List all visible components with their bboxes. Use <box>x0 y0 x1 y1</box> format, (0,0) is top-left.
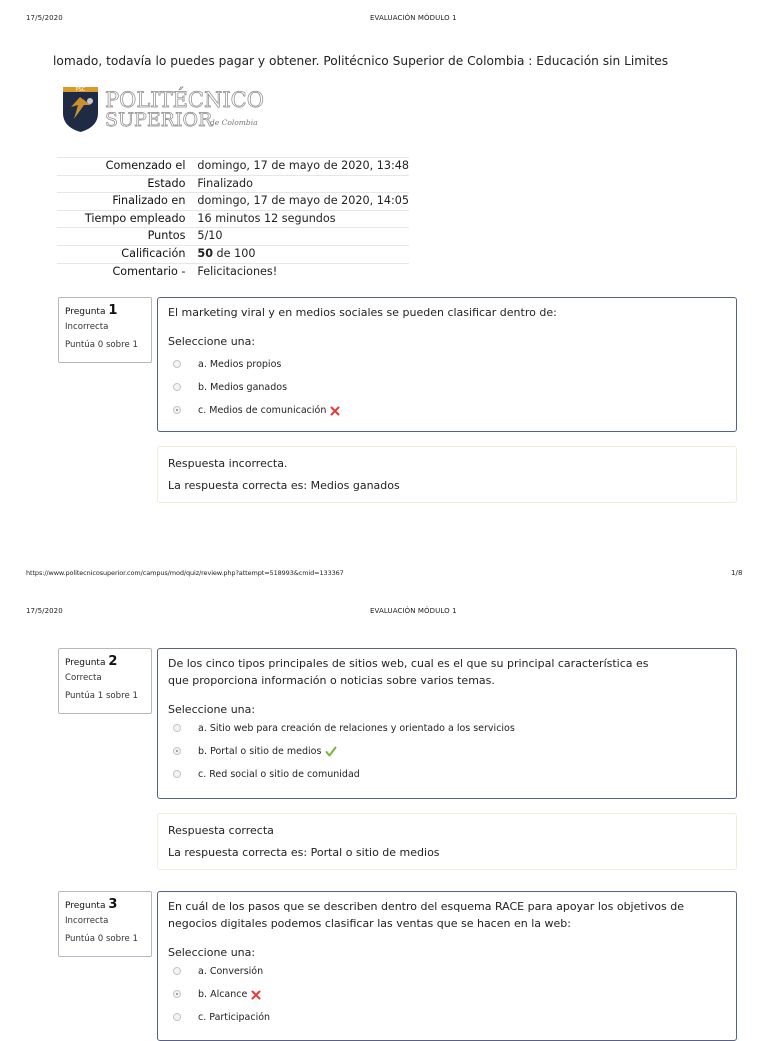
radio-button-selected[interactable] <box>173 406 181 414</box>
radio-button-selected[interactable] <box>173 747 181 755</box>
summary-value: Finalizado <box>190 175 409 193</box>
option-label: a. Medios propios <box>198 359 282 370</box>
question-text: De los cinco tipos principales de sitios web, cual es el que su principal característica es que proporciona información o noticias sobre varios temas. <box>168 657 649 687</box>
question-mark: Puntúa 1 sobre 1 <box>65 691 138 701</box>
question-info-1 <box>58 297 152 363</box>
question-prefix: Pregunta <box>65 658 106 668</box>
option-label: a. Conversión <box>198 966 264 977</box>
radio-button[interactable] <box>173 967 181 975</box>
question-prefix: Pregunta <box>65 901 106 911</box>
summary-label: Comentario - <box>57 263 190 280</box>
intro-text: lomado, todavía lo puedes pagar y obtener. Politécnico Superior de Colombia : Educación sin Limites <box>53 54 669 68</box>
feedback-box-1 <box>157 446 737 503</box>
summary-value: 16 minutos 12 segundos <box>190 210 409 228</box>
question-state: Incorrecta <box>65 916 109 926</box>
question-box-2 <box>157 648 737 799</box>
politecnico-logo <box>60 83 270 133</box>
summary-label: Comenzado el <box>57 158 190 176</box>
question-info-3 <box>58 891 152 957</box>
select-label: Seleccione una: <box>168 946 256 959</box>
option-label: b. Portal o sitio de medios <box>198 746 322 757</box>
answer-option[interactable] <box>168 399 736 422</box>
feedback-text: Respuesta correcta <box>168 824 274 837</box>
summary-value: domingo, 17 de mayo de 2020, 14:05 <box>190 193 409 211</box>
incorrect-cross-icon <box>330 406 340 416</box>
question-number: 2 <box>108 654 118 669</box>
summary-label: Finalizado en <box>57 193 190 211</box>
summary-value: domingo, 17 de mayo de 2020, 13:48 <box>190 158 409 176</box>
grade-total: de 100 <box>213 246 256 260</box>
summary-row <box>57 228 409 246</box>
question-number: 1 <box>108 303 118 318</box>
summary-label: Puntos <box>57 228 190 246</box>
question-state: Incorrecta <box>65 322 109 332</box>
print-date: 17/5/2020 <box>26 14 63 22</box>
summary-row <box>57 245 409 263</box>
summary-row <box>57 158 409 176</box>
print-header-title: EVALUACIÓN MÓDULO 1 <box>370 607 457 615</box>
question-info-2 <box>58 648 152 714</box>
question-box-3 <box>157 891 737 1041</box>
incorrect-cross-icon <box>251 990 261 1000</box>
answer-option[interactable] <box>168 960 736 983</box>
logo-tagline: de Colombia <box>210 118 258 127</box>
logo-badge: PSC <box>75 87 86 93</box>
option-label: c. Red social o sitio de comunidad <box>198 769 360 780</box>
logo-line1: POLITÉCNICO <box>105 88 264 112</box>
print-header-title: EVALUACIÓN MÓDULO 1 <box>370 14 457 22</box>
select-label: Seleccione una: <box>168 335 256 348</box>
radio-button[interactable] <box>173 1013 181 1021</box>
radio-button[interactable] <box>173 360 181 368</box>
question-state: Correcta <box>65 673 102 683</box>
question-prefix: Pregunta <box>65 307 106 317</box>
question-mark: Puntúa 0 sobre 1 <box>65 934 138 944</box>
option-label: c. Medios de comunicación <box>198 405 327 416</box>
feedback-box-2 <box>157 813 737 870</box>
summary-row <box>57 263 409 280</box>
answer-option[interactable] <box>168 740 736 763</box>
question-text: En cuál de los pasos que se describen dentro del esquema RACE para apoyar los objetivos de negocios digitales podemos clasificar las ventas que se hacen en la web: <box>168 900 684 930</box>
option-label: b. Medios ganados <box>198 382 288 393</box>
option-label: c. Participación <box>198 1012 271 1023</box>
question-number: 3 <box>108 897 118 912</box>
print-page-number: 1/8 <box>731 569 743 577</box>
logo-line2: SUPERIOR <box>105 109 213 131</box>
print-footer-url: https://www.politecnicosuperior.com/campus/mod/quiz/review.php?attempt=518993&cmid=133367 <box>26 569 344 577</box>
question-box-1 <box>157 297 737 432</box>
radio-button[interactable] <box>173 383 181 391</box>
summary-label: Calificación <box>57 245 190 263</box>
radio-button[interactable] <box>173 724 181 732</box>
answer-option[interactable] <box>168 353 736 376</box>
summary-label: Tiempo empleado <box>57 210 190 228</box>
summary-row <box>57 210 409 228</box>
option-label: a. Sitio web para creación de relaciones y orientado a los servicios <box>198 723 515 734</box>
summary-value: Felicitaciones! <box>190 263 409 280</box>
attempt-summary-table <box>57 157 409 280</box>
answer-option[interactable] <box>168 1006 736 1029</box>
radio-button[interactable] <box>173 770 181 778</box>
correct-answer-text: La respuesta correcta es: Portal o sitio de medios <box>168 846 440 859</box>
option-label: b. Alcance <box>198 989 248 1000</box>
answer-option[interactable] <box>168 717 736 740</box>
select-label: Seleccione una: <box>168 703 256 716</box>
summary-row <box>57 193 409 211</box>
summary-label: Estado <box>57 175 190 193</box>
question-mark: Puntúa 0 sobre 1 <box>65 340 138 350</box>
question-text: El marketing viral y en medios sociales se pueden clasificar dentro de: <box>168 306 557 319</box>
print-date: 17/5/2020 <box>26 607 63 615</box>
answer-option[interactable] <box>168 983 736 1006</box>
summary-row <box>57 175 409 193</box>
radio-button-selected[interactable] <box>173 990 181 998</box>
grade-value: 50 <box>197 246 213 260</box>
answer-option[interactable] <box>168 763 736 786</box>
feedback-text: Respuesta incorrecta. <box>168 457 288 470</box>
correct-answer-text: La respuesta correcta es: Medios ganados <box>168 479 400 492</box>
answer-option[interactable] <box>168 376 736 399</box>
correct-check-icon <box>325 746 337 757</box>
summary-value: 5/10 <box>190 228 409 246</box>
